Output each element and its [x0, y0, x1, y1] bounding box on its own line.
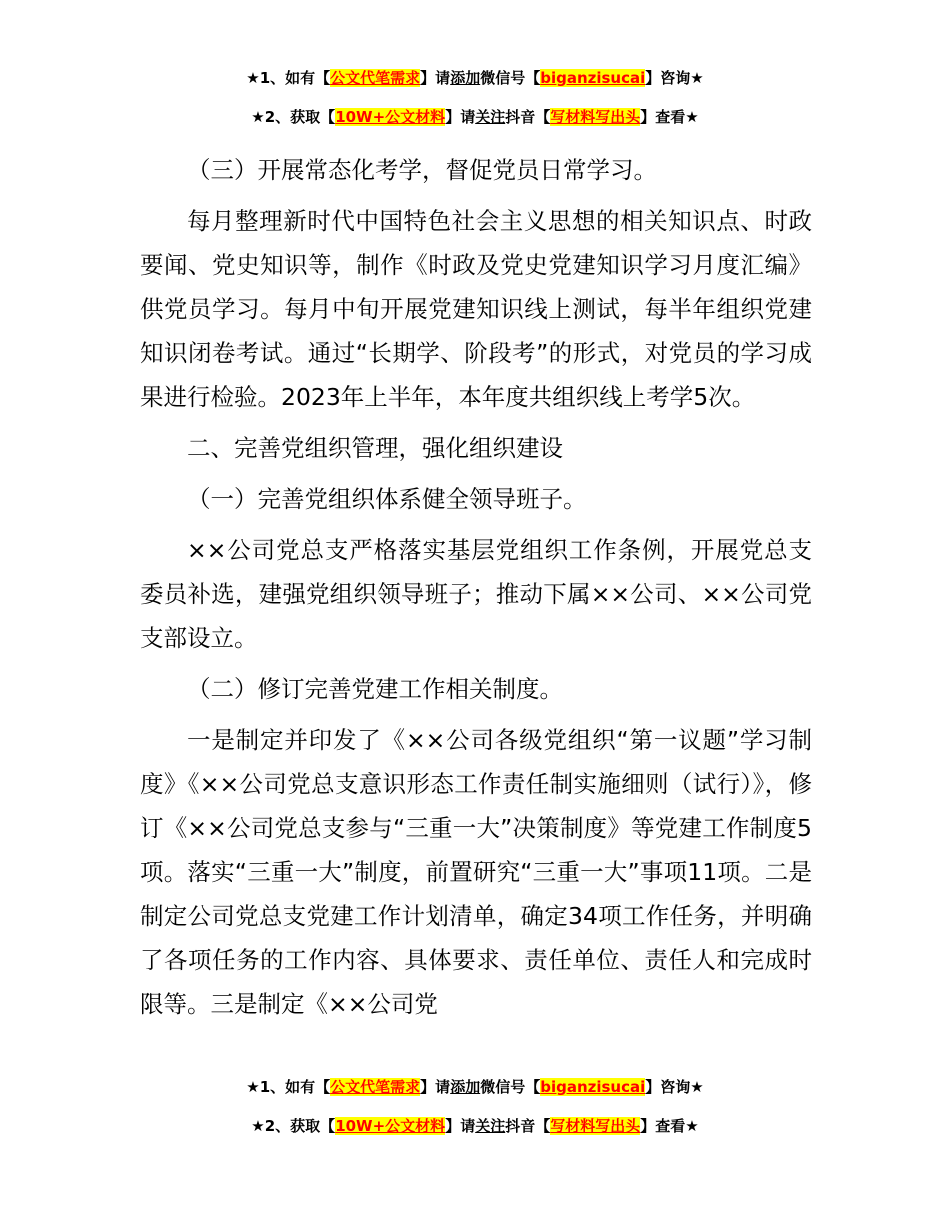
banner-text: 微信号【 [480, 69, 541, 87]
banner-text: 】咨询★ [645, 1078, 704, 1096]
banner-emphasis: 关注 [475, 1117, 506, 1135]
promo-banner-line-2 [0, 107, 950, 127]
banner-highlight: 10W+公文材料 [335, 1117, 446, 1135]
banner-highlight: 10W+公文材料 [335, 108, 446, 126]
body-paragraph: ××公司党总支严格落实基层党组织工作条例，开展党总支委员补选，建强党组织领导班子；推动下属××公司、××公司党支部设立。 [140, 536, 812, 652]
banner-text: ★2、获取【 [251, 1117, 336, 1135]
banner-emphasis: 关注 [475, 108, 506, 126]
banner-wechat-id: biganzisucai [540, 69, 646, 87]
banner-text: 】查看★ [640, 1117, 699, 1135]
subsection-heading: （三）开展常态化考学，督促党员日常学习。 [187, 156, 657, 184]
banner-text: 】请 [420, 1078, 451, 1096]
banner-text: ★1、如有【 [246, 1078, 331, 1096]
promo-banner-line-1 [0, 68, 950, 88]
banner-text: 】咨询★ [645, 69, 704, 87]
document-body [140, 148, 812, 1026]
section-heading: 二、完善党组织管理，强化组织建设 [187, 434, 563, 462]
banner-text: 】请 [445, 108, 476, 126]
banner-text: 抖音【 [505, 108, 551, 126]
banner-text: ★1、如有【 [246, 69, 331, 87]
banner-wechat-id: biganzisucai [540, 1078, 646, 1096]
banner-emphasis: 添加 [450, 69, 481, 87]
banner-highlight: 公文代笔需求 [330, 69, 421, 87]
promo-banner-line-2-bottom [0, 1116, 950, 1136]
subsection-heading: （二）修订完善党建工作相关制度。 [187, 675, 563, 703]
banner-text: 】请 [445, 1117, 476, 1135]
banner-emphasis: 添加 [450, 1078, 481, 1096]
banner-text: 】查看★ [640, 108, 699, 126]
banner-text: 抖音【 [505, 1117, 551, 1135]
subsection-heading: （一）完善党组织体系健全领导班子。 [187, 485, 587, 513]
banner-highlight: 公文代笔需求 [330, 1078, 421, 1096]
promo-banner-line-1-bottom [0, 1077, 950, 1097]
body-paragraph: 每月整理新时代中国特色社会主义思想的相关知识点、时政要闻、党史知识等，制作《时政及党史党建知识学习月度汇编》供党员学习。每月中旬开展党建知识线上测试，每半年组织党建知识闭卷考试。通过“长期学、阶段考”的形式，对党员的学习成果进行检验。2023年上半年，本年度共组织线上考学5次。 [140, 207, 812, 411]
banner-text: ★2、获取【 [251, 108, 336, 126]
banner-douyin-account: 写材料写出头 [550, 108, 641, 126]
banner-douyin-account: 写材料写出头 [550, 1117, 641, 1135]
banner-text: 微信号【 [480, 1078, 541, 1096]
body-paragraph: 一是制定并印发了《××公司各级党组织“第一议题”学习制度》《××公司党总支意识形态工作责任制实施细则（试行）》，修订《××公司党总支参与“三重一大”决策制度》等党建工作制度5项。落实“三重一大”制度，前置研究“三重一大”事项11项。二是制定公司党总支党建工作计划清单，确定34项工作任务，并明确了各项任务的工作内容、具体要求、责任单位、责任人和完成时限等。三是制定《××公司党 [140, 726, 812, 1018]
banner-text: 】请 [420, 69, 451, 87]
